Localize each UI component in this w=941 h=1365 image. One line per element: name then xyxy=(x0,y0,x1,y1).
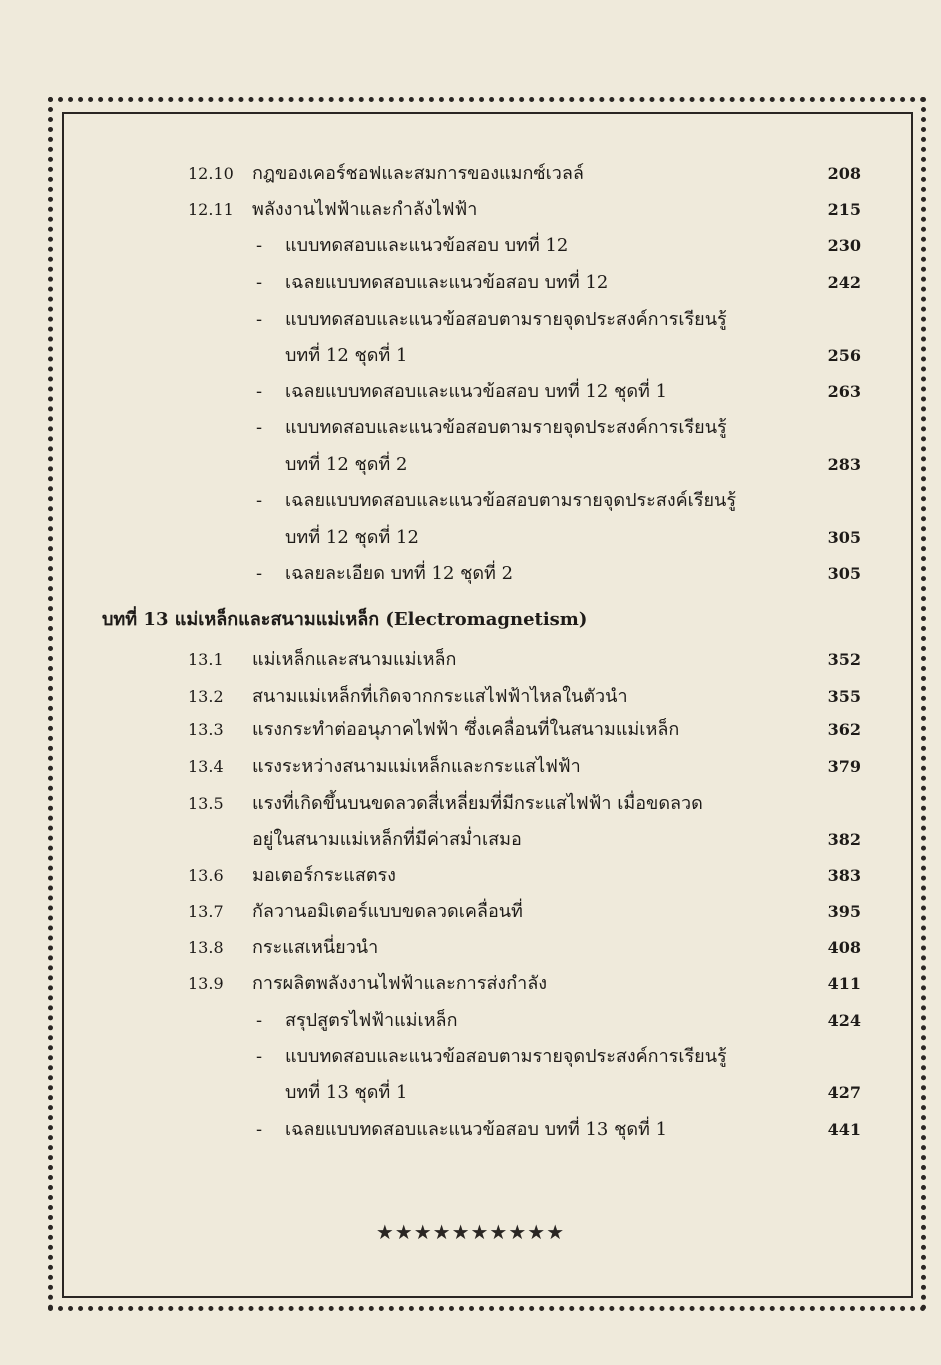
bullet-dash: - xyxy=(256,1010,263,1031)
entry-title: พลังงานไฟฟ้าและกำลังไฟฟ้า xyxy=(252,199,478,220)
page-number: 263 xyxy=(827,382,861,401)
bullet-dash: - xyxy=(256,1119,263,1140)
page-number: 379 xyxy=(827,757,861,776)
bullet-dash: - xyxy=(256,1046,263,1067)
page-number: 408 xyxy=(827,938,861,957)
page-number: 230 xyxy=(827,236,861,255)
entry-title: แบบทดสอบและแนวข้อสอบตามรายจุดประสงค์การเรียนรู้ xyxy=(285,1046,727,1067)
entry-title: การผลิตพลังงานไฟฟ้าและการส่งกำลัง xyxy=(252,973,548,994)
entry-title: สนามแม่เหล็กที่เกิดจากกระแสไฟฟ้าไหลในตัวนำ xyxy=(252,686,628,707)
toc-entry xyxy=(0,450,941,480)
toc-entry xyxy=(0,752,941,782)
toc-entry xyxy=(0,413,941,443)
toc-entry xyxy=(0,559,941,589)
entry-title: แบบทดสอบและแนวข้อสอบตามรายจุดประสงค์การเรียนรู้ xyxy=(285,417,727,438)
toc-entry xyxy=(0,268,941,298)
section-number: 13.7 xyxy=(188,902,224,921)
bullet-dash: - xyxy=(256,490,263,511)
section-number: 13.2 xyxy=(188,687,224,706)
entry-title: มอเตอร์กระแสตรง xyxy=(252,865,396,886)
page-number: 283 xyxy=(827,455,861,474)
bullet-dash: - xyxy=(256,563,263,584)
end-ornament: ★★★★★★★★★★ xyxy=(375,1220,566,1244)
page-number: 208 xyxy=(827,164,861,183)
toc-entry xyxy=(0,682,941,712)
entry-title: เฉลยแบบทดสอบและแนวข้อสอบตามรายจุดประสงค์เรียนรู้ xyxy=(285,490,737,511)
entry-title: บทที่ 12 ชุดที่ 1 xyxy=(285,345,408,366)
page-number: 215 xyxy=(827,200,861,219)
page-number: 242 xyxy=(827,273,861,292)
section-number: 13.9 xyxy=(188,974,224,993)
entry-title: กัลวานอมิเตอร์แบบขดลวดเคลื่อนที่ xyxy=(252,901,523,922)
toc-entry xyxy=(0,305,941,335)
toc-entry xyxy=(0,789,941,819)
toc-entry xyxy=(0,825,941,855)
section-number: 13.6 xyxy=(188,866,224,885)
section-number: 12.10 xyxy=(188,164,234,183)
page-number: 362 xyxy=(827,720,861,739)
entry-title: เฉลยแบบทดสอบและแนวข้อสอบ บทที่ 13 ชุดที่ 1 xyxy=(285,1119,668,1140)
toc-entry xyxy=(0,341,941,371)
bullet-dash: - xyxy=(256,235,263,256)
section-number: 12.11 xyxy=(188,200,234,219)
entry-title: บทที่ 12 ชุดที่ 2 xyxy=(285,454,408,475)
toc-entry xyxy=(0,523,941,553)
section-number: 13.3 xyxy=(188,720,224,739)
entry-title: สรุปสูตรไฟฟ้าแม่เหล็ก xyxy=(285,1010,458,1031)
entry-title: แบบทดสอบและแนวข้อสอบตามรายจุดประสงค์การเรียนรู้ xyxy=(285,309,727,330)
entry-title: บทที่ 13 แม่เหล็กและสนามแม่เหล็ก (Electromagnetism) xyxy=(102,609,588,630)
page-number: 256 xyxy=(827,346,861,365)
toc-entry xyxy=(0,933,941,963)
toc-entry xyxy=(0,486,941,516)
bullet-dash: - xyxy=(256,309,263,330)
toc-entry xyxy=(0,645,941,675)
toc-chapter-heading xyxy=(0,605,941,635)
entry-title: แรงกระทำต่ออนุภาคไฟฟ้า ซึ่งเคลื่อนที่ในสนามแม่เหล็ก xyxy=(252,719,680,740)
toc-entry xyxy=(0,1006,941,1036)
toc-entry xyxy=(0,861,941,891)
entry-title: กฎของเคอร์ชอฟและสมการของแมกซ์เวลล์ xyxy=(252,163,584,184)
page-number: 383 xyxy=(827,866,861,885)
toc-entry xyxy=(0,1078,941,1108)
bullet-dash: - xyxy=(256,381,263,402)
section-number: 13.1 xyxy=(188,650,224,669)
toc-entry xyxy=(0,195,941,225)
section-number: 13.4 xyxy=(188,757,224,776)
toc-entry xyxy=(0,969,941,999)
page-number: 355 xyxy=(827,687,861,706)
page-number: 305 xyxy=(827,564,861,583)
entry-title: แรงที่เกิดขึ้นบนขดลวดสี่เหลี่ยมที่มีกระแสไฟฟ้า เมื่อขดลวด xyxy=(252,793,703,814)
page-number: 382 xyxy=(827,830,861,849)
section-number: 13.8 xyxy=(188,938,224,957)
page-number: 441 xyxy=(827,1120,861,1139)
page-number: 305 xyxy=(827,528,861,547)
toc-entry xyxy=(0,231,941,261)
entry-title: แรงระหว่างสนามแม่เหล็กและกระแสไฟฟ้า xyxy=(252,756,581,777)
entry-title: เฉลยแบบทดสอบและแนวข้อสอบ บทที่ 12 xyxy=(285,272,609,293)
entry-title: แบบทดสอบและแนวข้อสอบ บทที่ 12 xyxy=(285,235,569,256)
page-number: 411 xyxy=(827,974,861,993)
toc-entry xyxy=(0,715,941,745)
section-number: 13.5 xyxy=(188,794,224,813)
page-number: 395 xyxy=(827,902,861,921)
toc-entry xyxy=(0,1042,941,1072)
entry-title: แม่เหล็กและสนามแม่เหล็ก xyxy=(252,649,457,670)
page-number: 424 xyxy=(827,1011,861,1030)
bullet-dash: - xyxy=(256,272,263,293)
toc-entry xyxy=(0,1115,941,1145)
bullet-dash: - xyxy=(256,417,263,438)
toc-entry xyxy=(0,897,941,927)
toc-entry xyxy=(0,377,941,407)
entry-title: เฉลยละเอียด บทที่ 12 ชุดที่ 2 xyxy=(285,563,514,584)
entry-title: บทที่ 13 ชุดที่ 1 xyxy=(285,1082,408,1103)
page-number: 352 xyxy=(827,650,861,669)
entry-title: อยู่ในสนามแม่เหล็กที่มีค่าสม่ำเสมอ xyxy=(252,829,522,850)
entry-title: เฉลยแบบทดสอบและแนวข้อสอบ บทที่ 12 ชุดที่ 1 xyxy=(285,381,668,402)
entry-title: บทที่ 12 ชุดที่ 12 xyxy=(285,527,419,548)
toc-entry xyxy=(0,159,941,189)
entry-title: กระแสเหนี่ยวนำ xyxy=(252,937,379,958)
page-number: 427 xyxy=(827,1083,861,1102)
